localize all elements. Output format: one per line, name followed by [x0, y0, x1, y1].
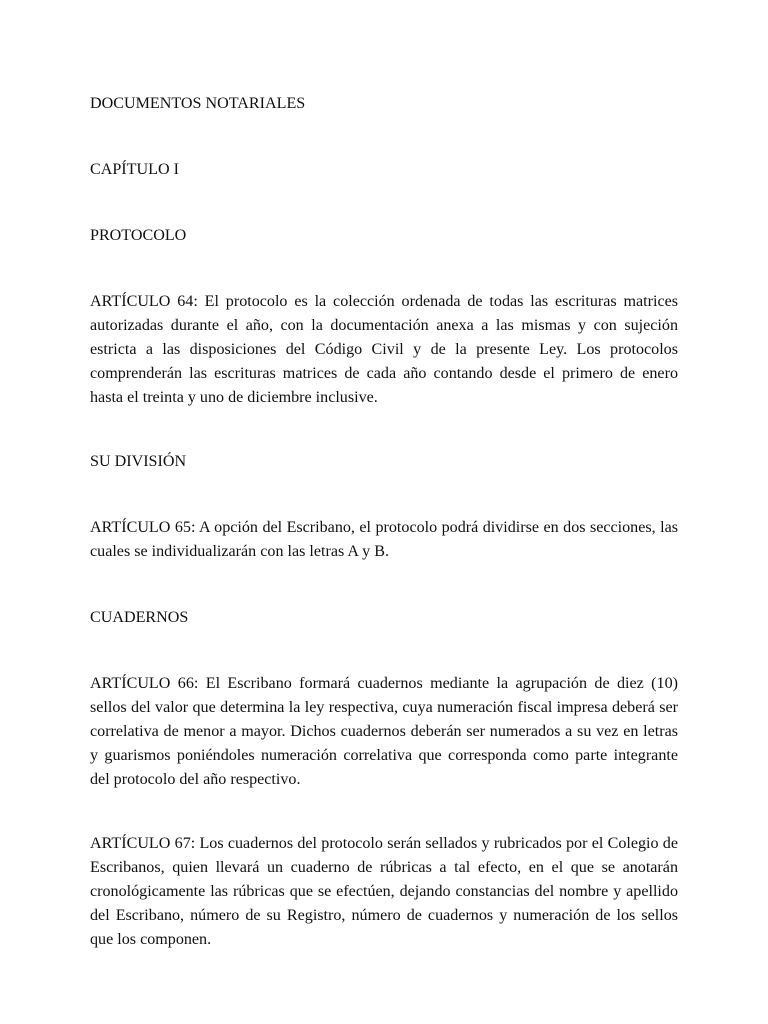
document-title: DOCUMENTOS NOTARIALES	[90, 95, 306, 112]
document-body	[90, 92, 678, 952]
section-heading-cuadernos: CUADERNOS	[90, 609, 189, 626]
article-66-paragraph: ARTÍCULO 66: El Escribano formará cuadernos mediante la agrupación de diez (10) sellos del valor que determina la ley respectiva, cuya numeración fiscal impresa deberá ser correlativa de menor a mayor. Dichos cuadernos deberán ser numerados a su vez en letras y guarismos poniéndoles numeración correlativa que corresponda como parte integrante del protocolo del año respectivo.	[90, 675, 678, 788]
article-64-paragraph: ARTÍCULO 64: El protocolo es la colección ordenada de todas las escrituras matrices autorizadas durante el año, con la documentación anexa a las mismas y con sujeción estricta a las disposiciones del Código Civil y de la presente Ley. Los protocolos comprenderán las escrituras matrices de cada año contando desde el primero de enero hasta el treinta y uno de diciembre inclusive.	[90, 293, 678, 406]
article-65-paragraph: ARTÍCULO 65: A opción del Escribano, el protocolo podrá dividirse en dos secciones, las cuales se individualizarán con las letras A y B.	[90, 519, 678, 560]
article-67-paragraph: ARTÍCULO 67: Los cuadernos del protocolo serán sellados y rubricados por el Colegio de Escribanos, quien llevará un cuaderno de rúbricas a tal efecto, en el que se anotarán cronológicamente las rúbricas que se efectúen, dejando constancias del nombre y apellido del Escribano, número de su Registro, número de cuadernos y numeración de los sellos que los componen.	[90, 835, 678, 948]
section-heading-division: SU DIVISIÓN	[90, 453, 187, 470]
chapter-heading: CAPÍTULO I	[90, 161, 179, 178]
section-heading-protocolo: PROTOCOLO	[90, 227, 187, 244]
